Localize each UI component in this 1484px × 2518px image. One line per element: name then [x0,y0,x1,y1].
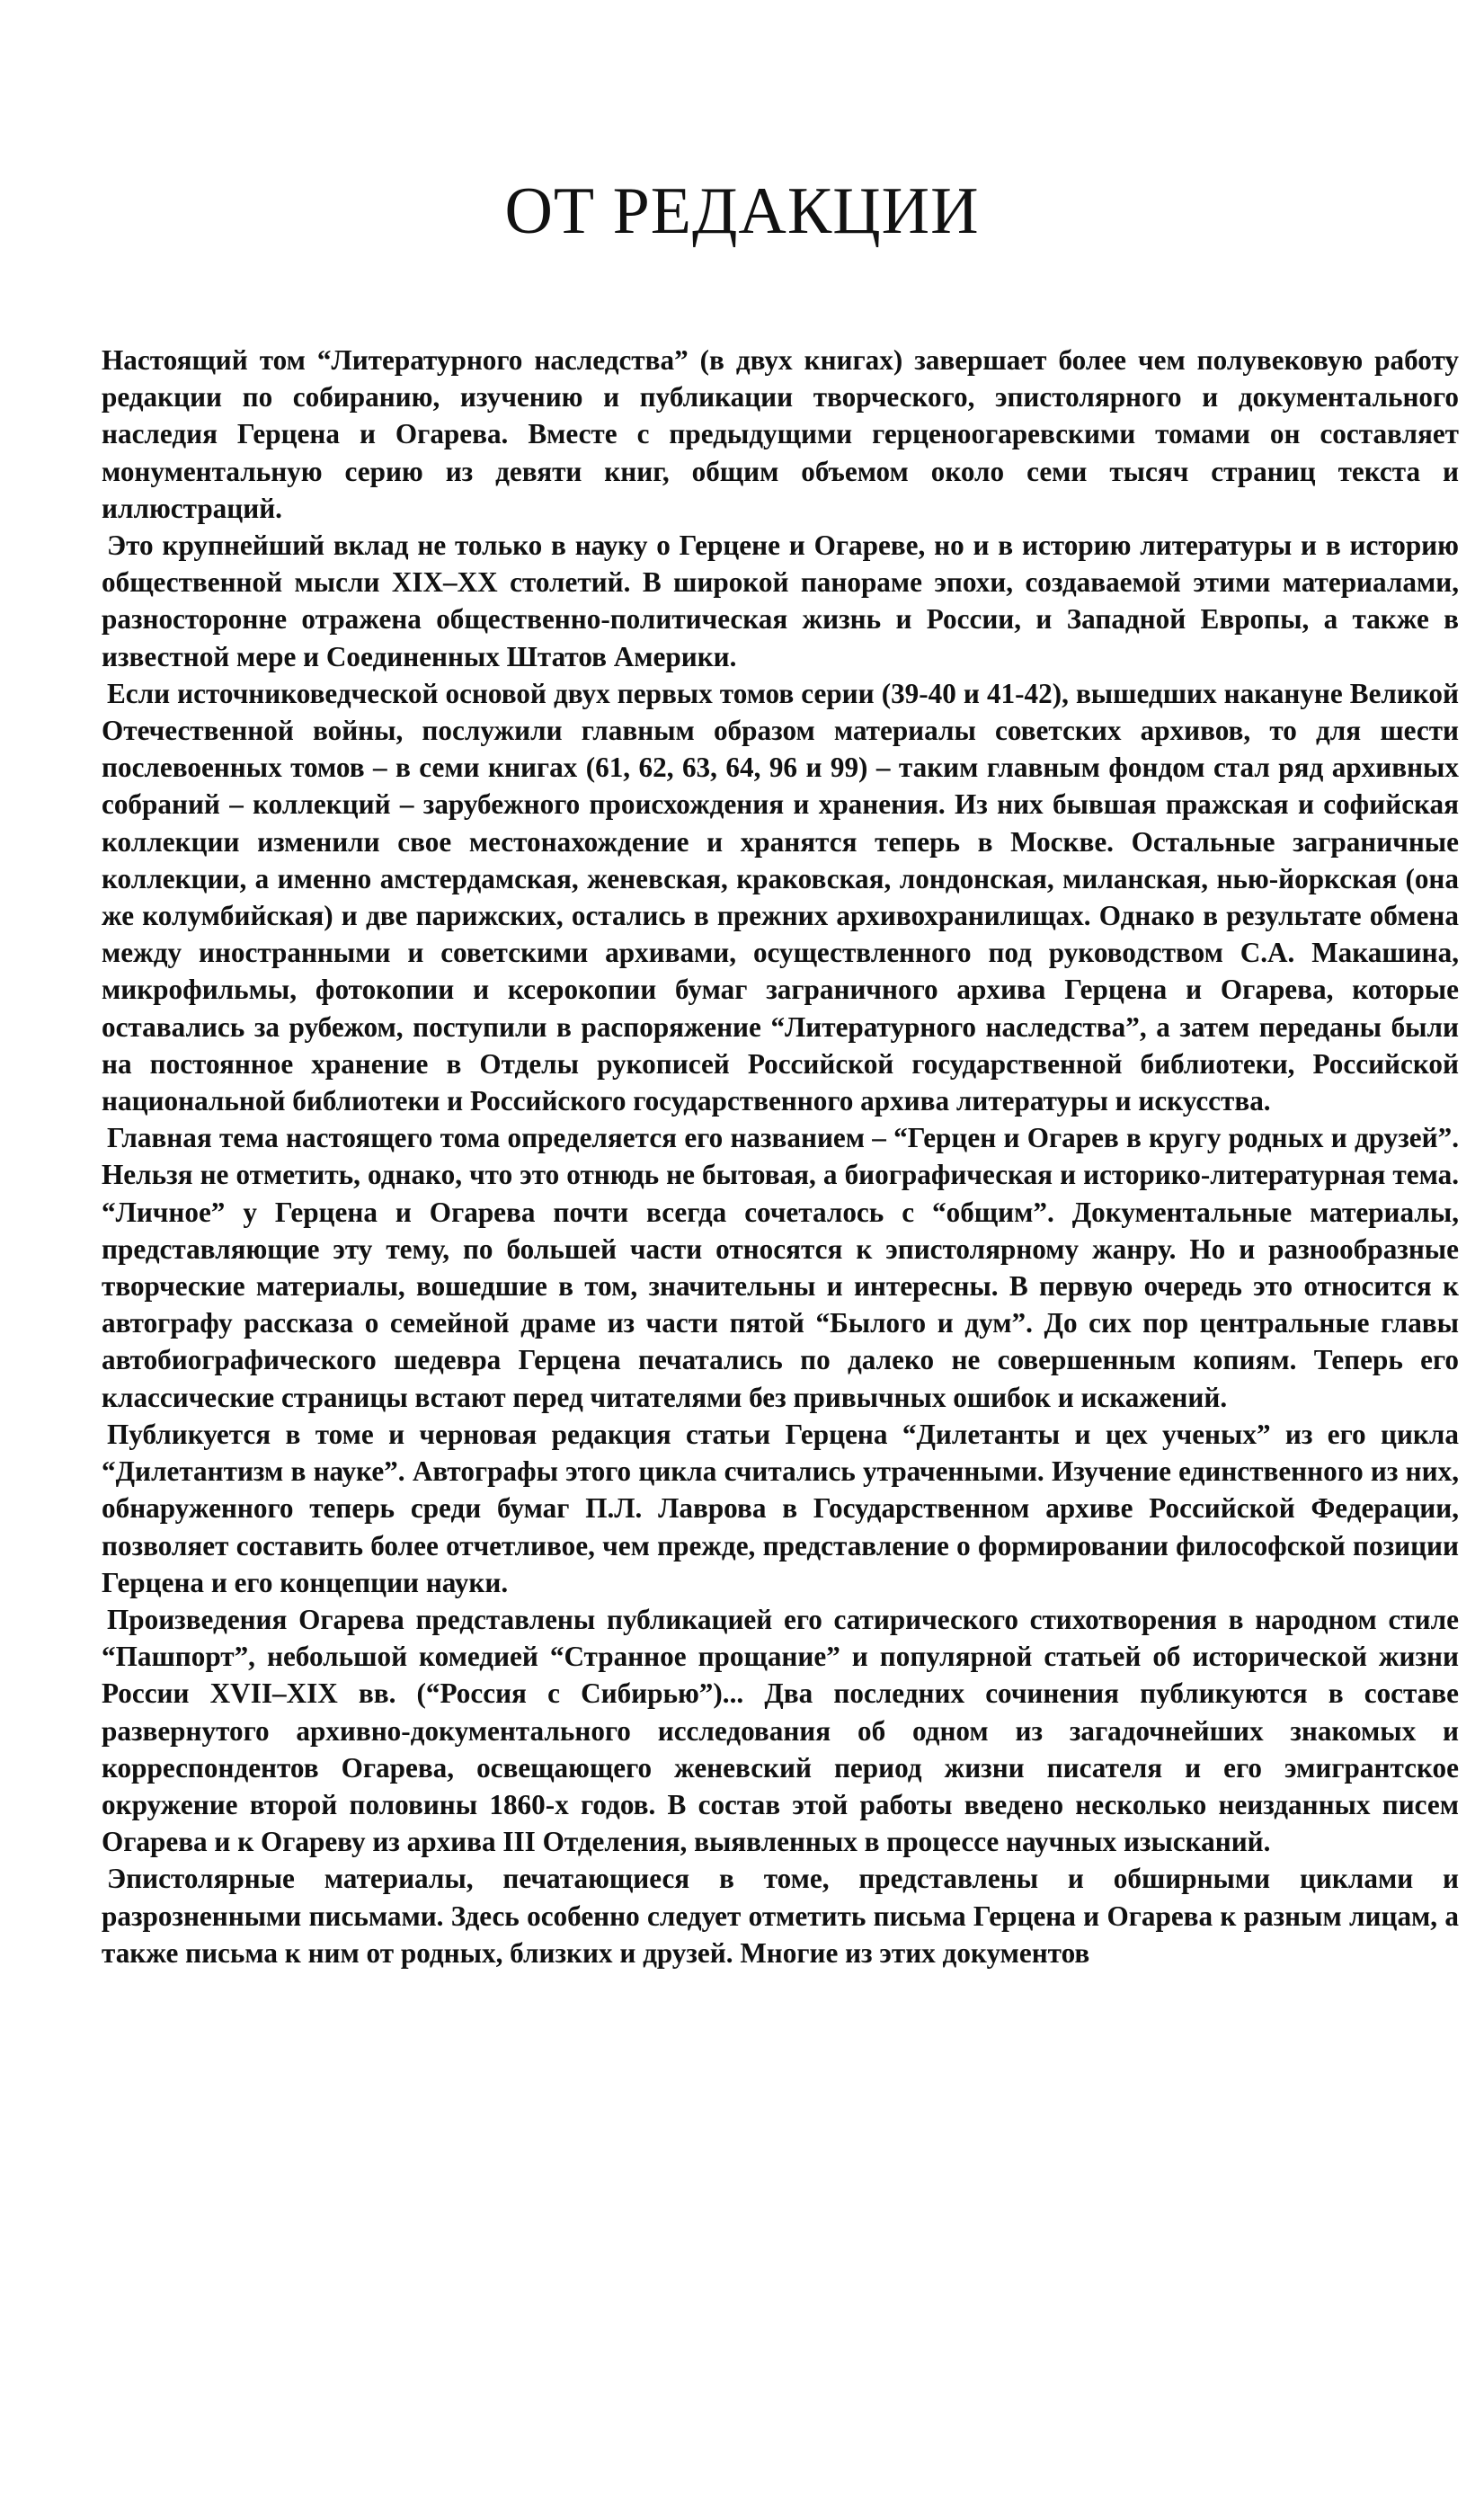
paragraph: Эпистолярные материалы, печатающиеся в томе, представлены и обширными циклами и разрозненными письмами. Здесь особенно следует отметить письма Герцена и Огарева к разным лицам, а также письма к ним от родных, близких и друзей. Многие из этих документов [102,1863,1459,1969]
paragraph: Публикуется в томе и черновая редакция статьи Герцена “Дилетанты и цех ученых” из его цикла “Дилетантизм в науке”. Автографы этого цикла считались утраченными. Изучение единственного из них, обнаруженного теперь среди бумаг П.Л. Лаврова в Государственном архиве Российской Федерации, позволяет составить более отчетливое, чем прежде, представление о формировании философской позиции Герцена и его концепции науки. [102,1418,1459,1598]
paragraph: Произведения Огарева представлены публикацией его сатирического стихотворения в народном стиле “Пашпорт”, небольшой комедией “Странное прощание” и популярной статьей об исторической жизни России XVII–XIX вв. (“Россия с Сибирью”)... Два последних сочинения публикуются в составе развернутого архивно-документального исследования об одном из загадочнейших знакомых и корреспондентов Огарева, освещающего женевский период жизни писателя и его эмигрантское окружение второй половины 1860-х годов. В состав этой работы введено несколько неизданных писем Огарева и к Огареву из архива III Отделения, выявленных в процессе научных изысканий. [102,1603,1459,1858]
paragraph: Главная тема настоящего тома определяется его названием – “Герцен и Огарев в кругу родных и друзей”. Нельзя не отметить, однако, что это отнюдь не бытовая, а биографическая и историко-литературная тема. “Личное” у Герцена и Огарева почти всегда сочеталось с “общим”. Документальные материалы, представляющие эту тему, по большей части относятся к эпистолярному жанру. Но и разнообразные творческие материалы, вошедшие в том, значительны и интересны. В первую очередь это относится к автографу рассказа о семейной драме из части пятой “Былого и дум”. До сих пор центральные главы автобиографического шедевра Герцена печатались по далеко не совершенным копиям. Теперь его классические страницы встают перед читателями без привычных ошибок и искажений. [102,1122,1459,1413]
page-title: ОТ РЕДАКЦИИ [504,174,980,248]
paragraph: Это крупнейший вклад не только в науку о Герцене и Огареве, но и в историю литературы и в историю общественной мысли XIX–XX столетий. В широкой панораме эпохи, создаваемой этими материалами, разносторонне отражена общественно-политическая жизнь и России, и Западной Европы, а также в известной мере и Соединенных Штатов Америки. [102,529,1459,672]
paragraph: Если источниковедческой основой двух первых томов серии (39-40 и 41-42), вышедших накануне Великой Отечественной войны, послужили главным образом материалы советских архивов, то для шести послевоенных томов – в семи книгах (61, 62, 63, 64, 96 и 99) – таким главным фондом стал ряд архивных собраний – коллекций – зарубежного происхождения и хранения. Из них бывшая пражская и софийская коллекции изменили свое местонахождение и хранятся теперь в Москве. Остальные заграничные коллекции, а именно амстердамская, женевская, краковская, лондонская, миланская, нью-йоркская (она же колумбийская) и две парижских, остались в прежних архивохранилищах. Однако в результате обмена между иностранными и советскими архивами, осуществленного под руководством С.А. Макашина, микрофильмы, фотокопии и ксерокопии бумаг заграничного архива Герцена и Огарева, которые оставались за рубежом, поступили в распоряжение “Литературного наследства”, а затем переданы были на постоянное хранение в Отделы рукописей Российской государственной библиотеки, Российской национальной библиотеки и Российского государственного архива литературы и искусства. [102,677,1459,1117]
paragraph: Настоящий том “Литературного наследства” (в двух книгах) завершает более чем полувековую работу редакции по собиранию, изучению и публикации творческого, эпистолярного и документального наследия Герцена и Огарева. Вместе с предыдущими герценоогаревскими томами он составляет монументальную серию из девяти книг, общим объемом около семи тысяч страниц текста и иллюстраций. [102,344,1459,524]
article-body [102,342,1459,1971]
